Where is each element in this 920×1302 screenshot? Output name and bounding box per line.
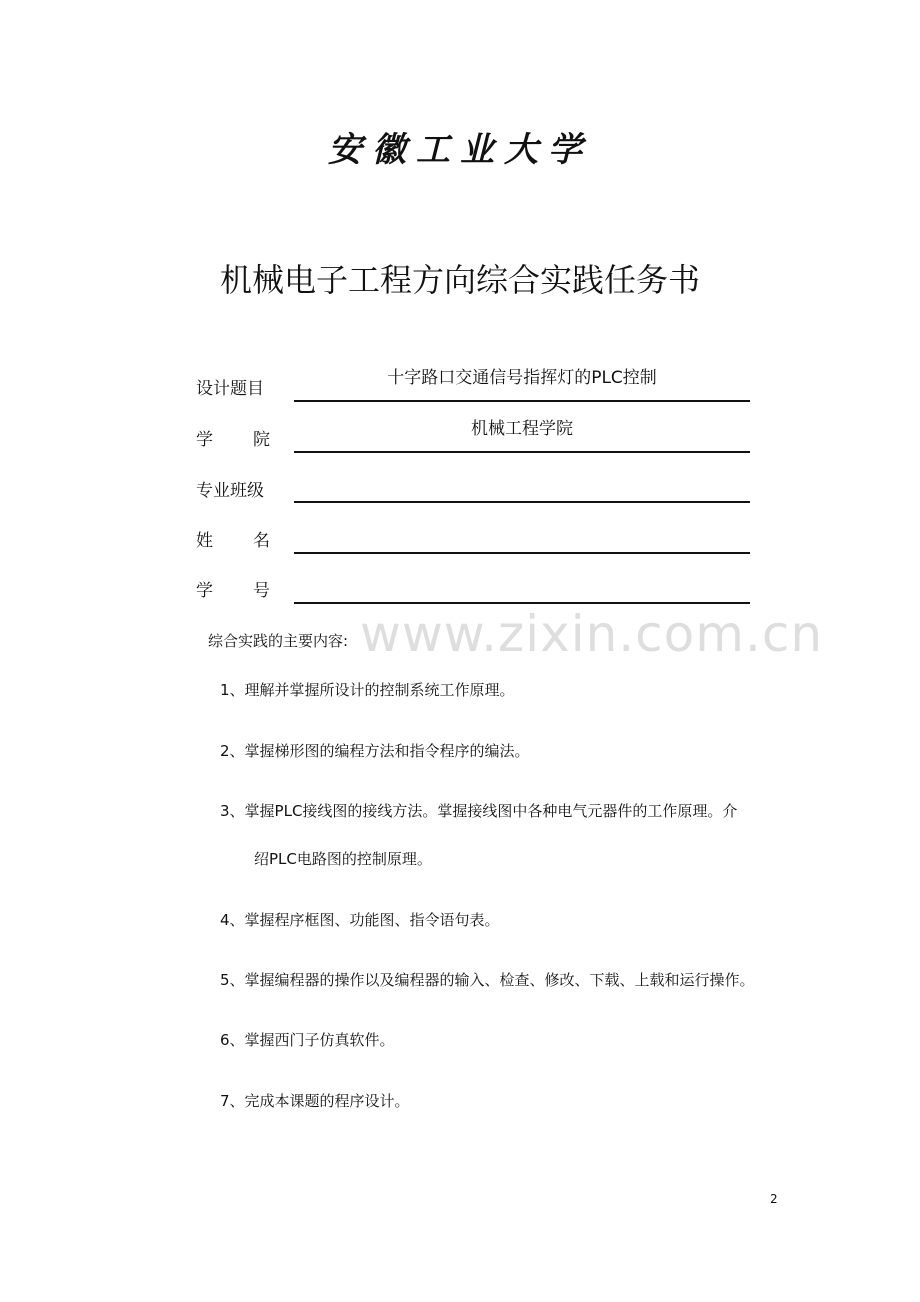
design-topic-value: 十字路口交通信号指挥灯的PLC控制 <box>387 368 657 388</box>
content-heading: 综合实践的主要内容: <box>208 632 349 650</box>
student-id-label <box>196 579 270 603</box>
content-item-1: 1、理解并掌握所设计的控制系统工作原理。 <box>220 681 515 699</box>
content-item-3-continued: 绍PLC电路图的控制原理。 <box>254 850 432 868</box>
college-label-first: 学 <box>196 430 213 450</box>
student-name-label-second: 名 <box>253 531 270 551</box>
document-title: 机械电子工程方向综合实践任务书 <box>219 261 700 299</box>
student-id-label-first: 学 <box>196 581 213 601</box>
college-label <box>196 428 270 452</box>
major-class-line <box>294 501 750 503</box>
content-item-4: 4、掌握程序框图、功能图、指令语句表。 <box>220 911 500 929</box>
design-topic-label-text: 设计题目 <box>196 379 264 399</box>
design-topic-label <box>196 377 270 401</box>
content-item-5: 5、掌握编程器的操作以及编程器的输入、检查、修改、下载、上载和运行操作。 <box>220 971 755 989</box>
student-name-label <box>196 529 270 553</box>
design-topic-line <box>294 400 750 402</box>
university-name: 安徽工业大学 <box>328 130 592 170</box>
student-id-label-second: 号 <box>253 581 270 601</box>
content-item-7: 7、完成本课题的程序设计。 <box>220 1092 410 1110</box>
student-name-label-first: 姓 <box>196 531 213 551</box>
page-number: 2 <box>770 1192 778 1206</box>
watermark: www.zixin.com.cn <box>360 605 824 663</box>
content-item-6: 6、掌握西门子仿真软件。 <box>220 1031 395 1049</box>
major-class-label-text: 专业班级 <box>196 481 264 501</box>
student-name-line <box>294 552 750 554</box>
content-item-3: 3、掌握PLC接线图的接线方法。掌握接线图中各种电气元器件的工作原理。介 <box>220 802 738 820</box>
content-item-2: 2、掌握梯形图的编程方法和指令程序的编法。 <box>220 742 530 760</box>
college-label-second: 院 <box>253 430 270 450</box>
college-line <box>294 451 750 453</box>
college-value: 机械工程学院 <box>471 419 573 439</box>
major-class-label <box>196 479 270 503</box>
